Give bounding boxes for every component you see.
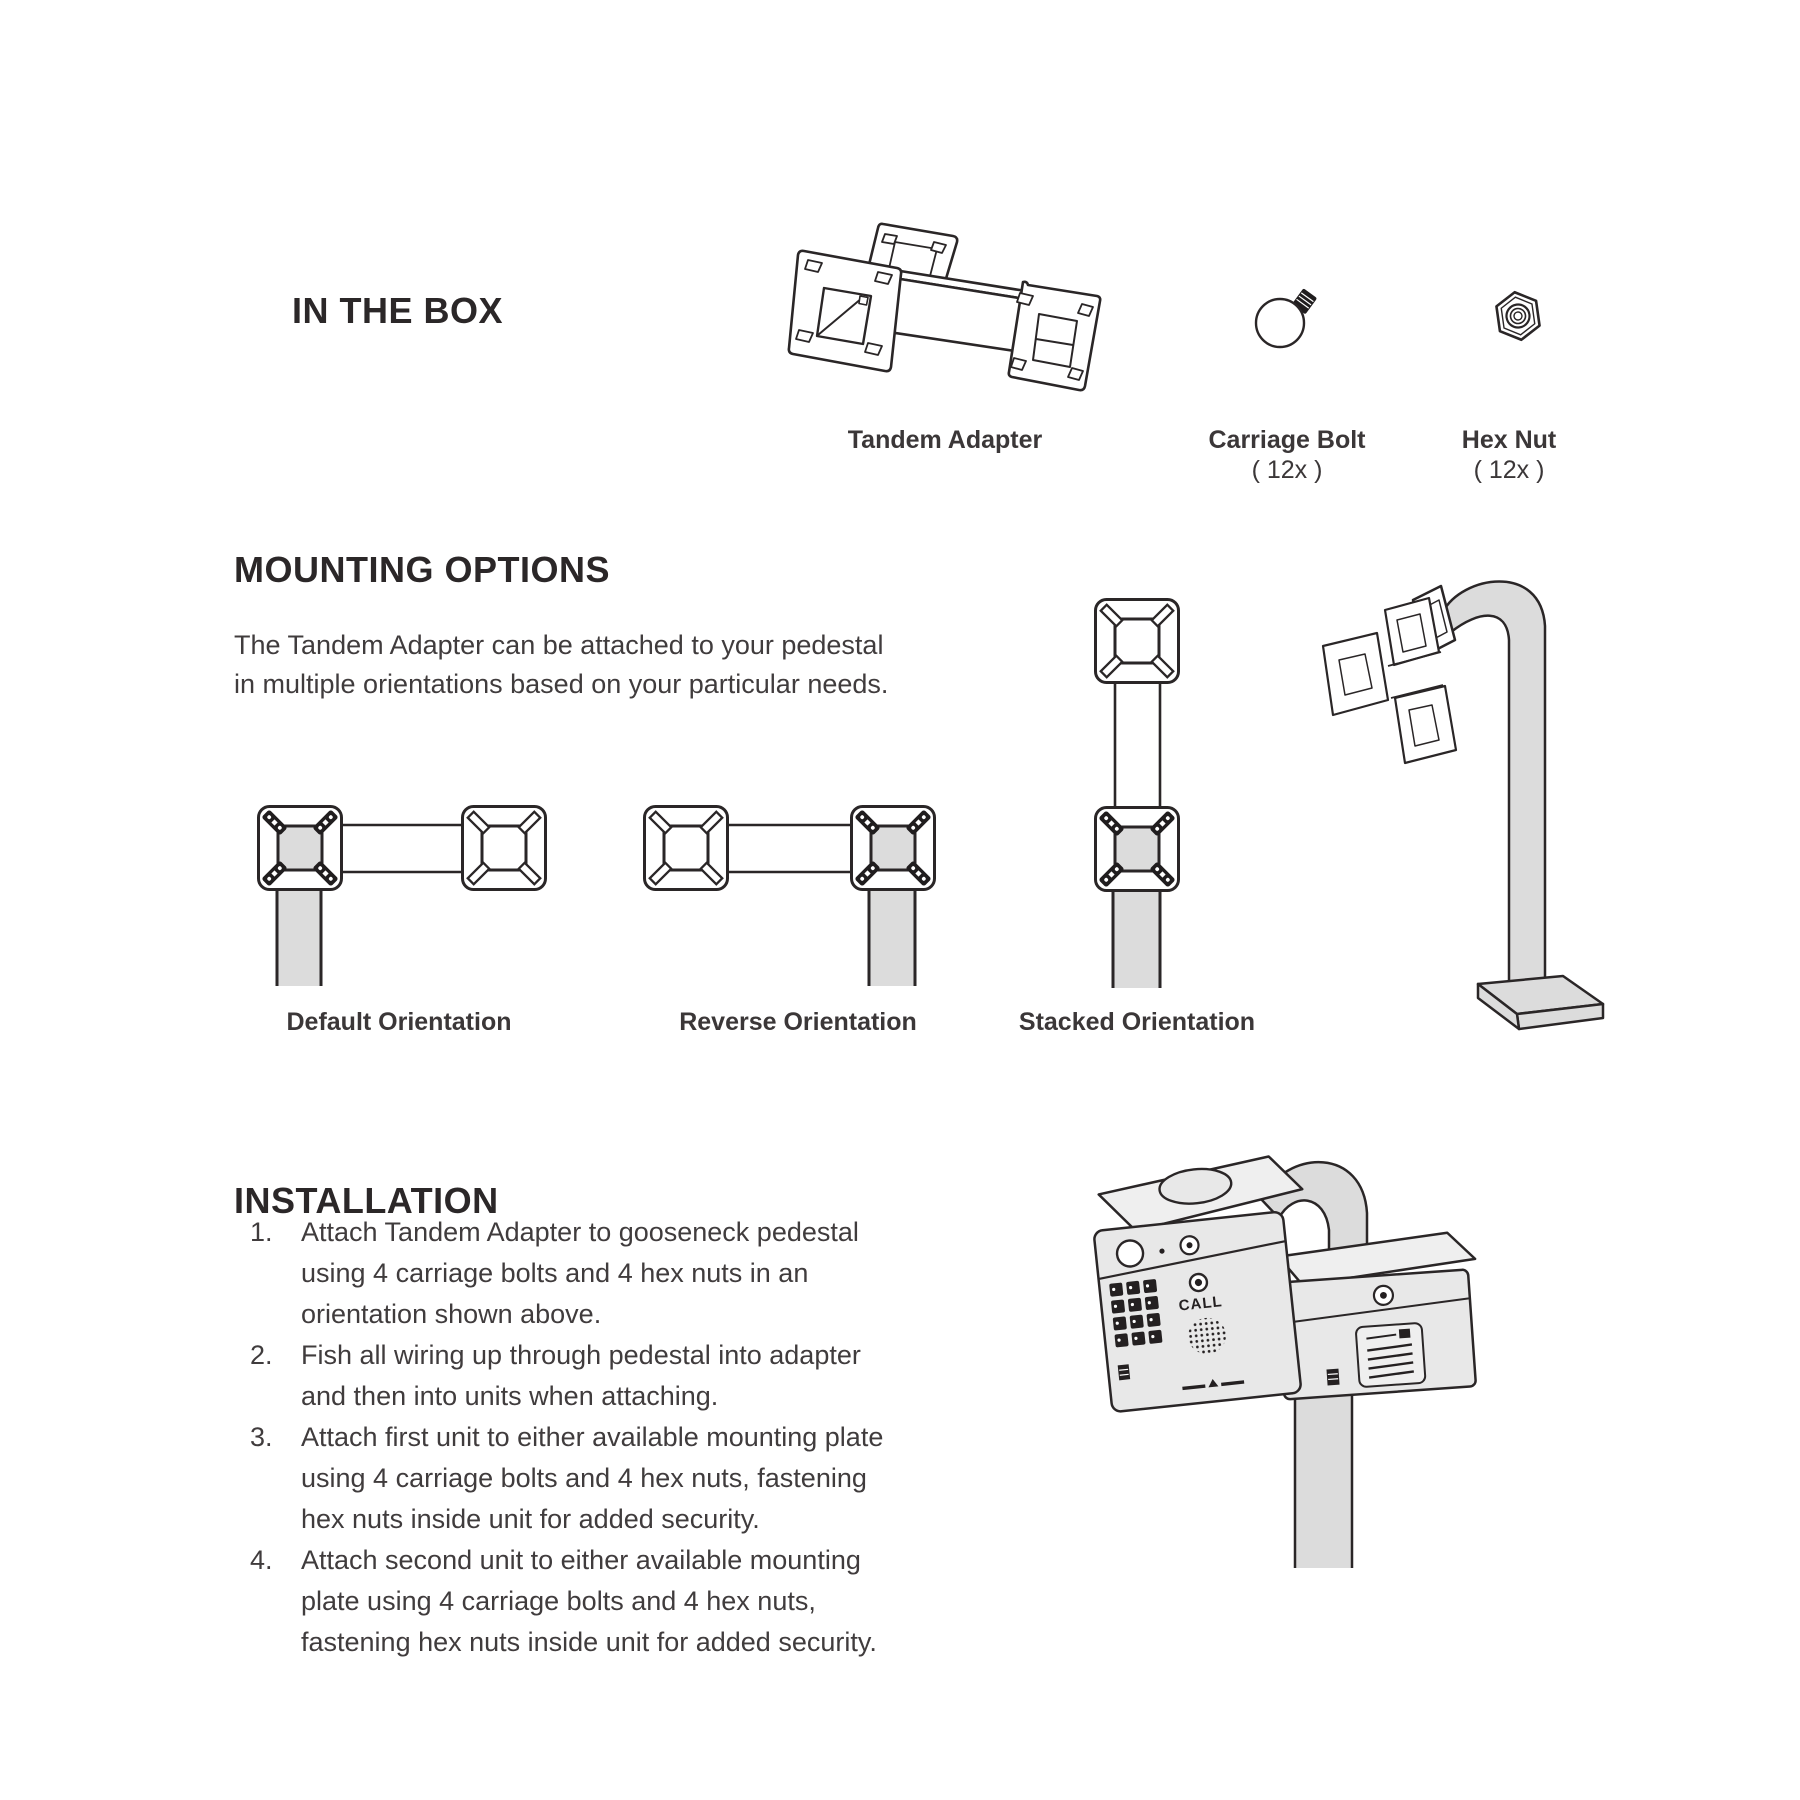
reverse-orientation-label: Reverse Orientation [679, 1008, 917, 1036]
installation-steps [250, 1212, 901, 1663]
step-text: Fish all wiring up through pedestal into adapter and then into units when attaching. [301, 1340, 861, 1411]
installation-step-2 [250, 1335, 901, 1417]
carriage-bolt-icon [1252, 286, 1324, 350]
card-reader-panel [1356, 1323, 1426, 1387]
installation-title: INSTALLATION [234, 1180, 499, 1221]
step-number: 1. [250, 1217, 273, 1247]
step-text: Attach Tandem Adapter to gooseneck pedestal using 4 carriage bolts and 4 hex nuts in an orientation shown above. [301, 1217, 859, 1329]
installation-step-3 [250, 1417, 901, 1540]
section-in-the-box [292, 290, 503, 332]
carriage-bolt-count: ( 12x ) [1251, 456, 1323, 484]
call-label: CALL [1177, 1293, 1224, 1315]
box-item-carriage-bolt [1167, 425, 1407, 485]
mounting-description-line-1: The Tandem Adapter can be attached to your pedestal [234, 630, 884, 660]
mounting-description-line-2: in multiple orientations based on your particular needs. [234, 669, 889, 699]
gooseneck-pedestal-illustration [1293, 548, 1633, 1048]
installation-step-1 [250, 1212, 901, 1335]
box-item-hex-nut [1389, 425, 1629, 485]
step-number: 2. [250, 1340, 273, 1370]
hex-nut-icon [1490, 288, 1546, 344]
keypad-unit [1088, 1153, 1324, 1412]
tandem-adapter-label: Tandem Adapter [847, 426, 1043, 454]
certification-logo [1118, 1364, 1131, 1380]
reverse-orientation-diagram [641, 803, 937, 986]
certification-logo [1326, 1369, 1339, 1386]
default-orientation-diagram [255, 803, 549, 986]
hex-nut-label: Hex Nut [1461, 426, 1557, 454]
in-the-box-title: IN THE BOX [292, 290, 504, 331]
step-number: 4. [250, 1545, 273, 1575]
camera-lens-icon [1116, 1239, 1145, 1268]
step-text: Attach first unit to either available mounting plate using 4 carriage bolts and 4 hex nuts, fastening hex nuts inside unit for added security. [301, 1422, 884, 1534]
carriage-bolt-label: Carriage Bolt [1208, 426, 1366, 454]
mounting-options-description [234, 626, 934, 704]
installed-units-illustration [1055, 1138, 1515, 1572]
section-mounting-options [234, 549, 610, 591]
installation-step-4 [250, 1540, 901, 1663]
reader-unit [1274, 1231, 1484, 1400]
box-item-tandem-adapter [825, 425, 1065, 455]
stacked-orientation-label: Stacked Orientation [1018, 1008, 1256, 1036]
step-number: 3. [250, 1422, 273, 1452]
tandem-adapter-illustration [782, 220, 1112, 398]
step-text: Attach second unit to either available mounting plate using 4 carriage bolts and 4 hex nuts, fastening hex nuts inside unit for added security. [301, 1545, 877, 1657]
hex-nut-count: ( 12x ) [1473, 456, 1545, 484]
default-orientation-label: Default Orientation [286, 1008, 512, 1036]
stacked-orientation-diagram [1092, 596, 1184, 988]
mounting-options-title: MOUNTING OPTIONS [234, 549, 610, 590]
